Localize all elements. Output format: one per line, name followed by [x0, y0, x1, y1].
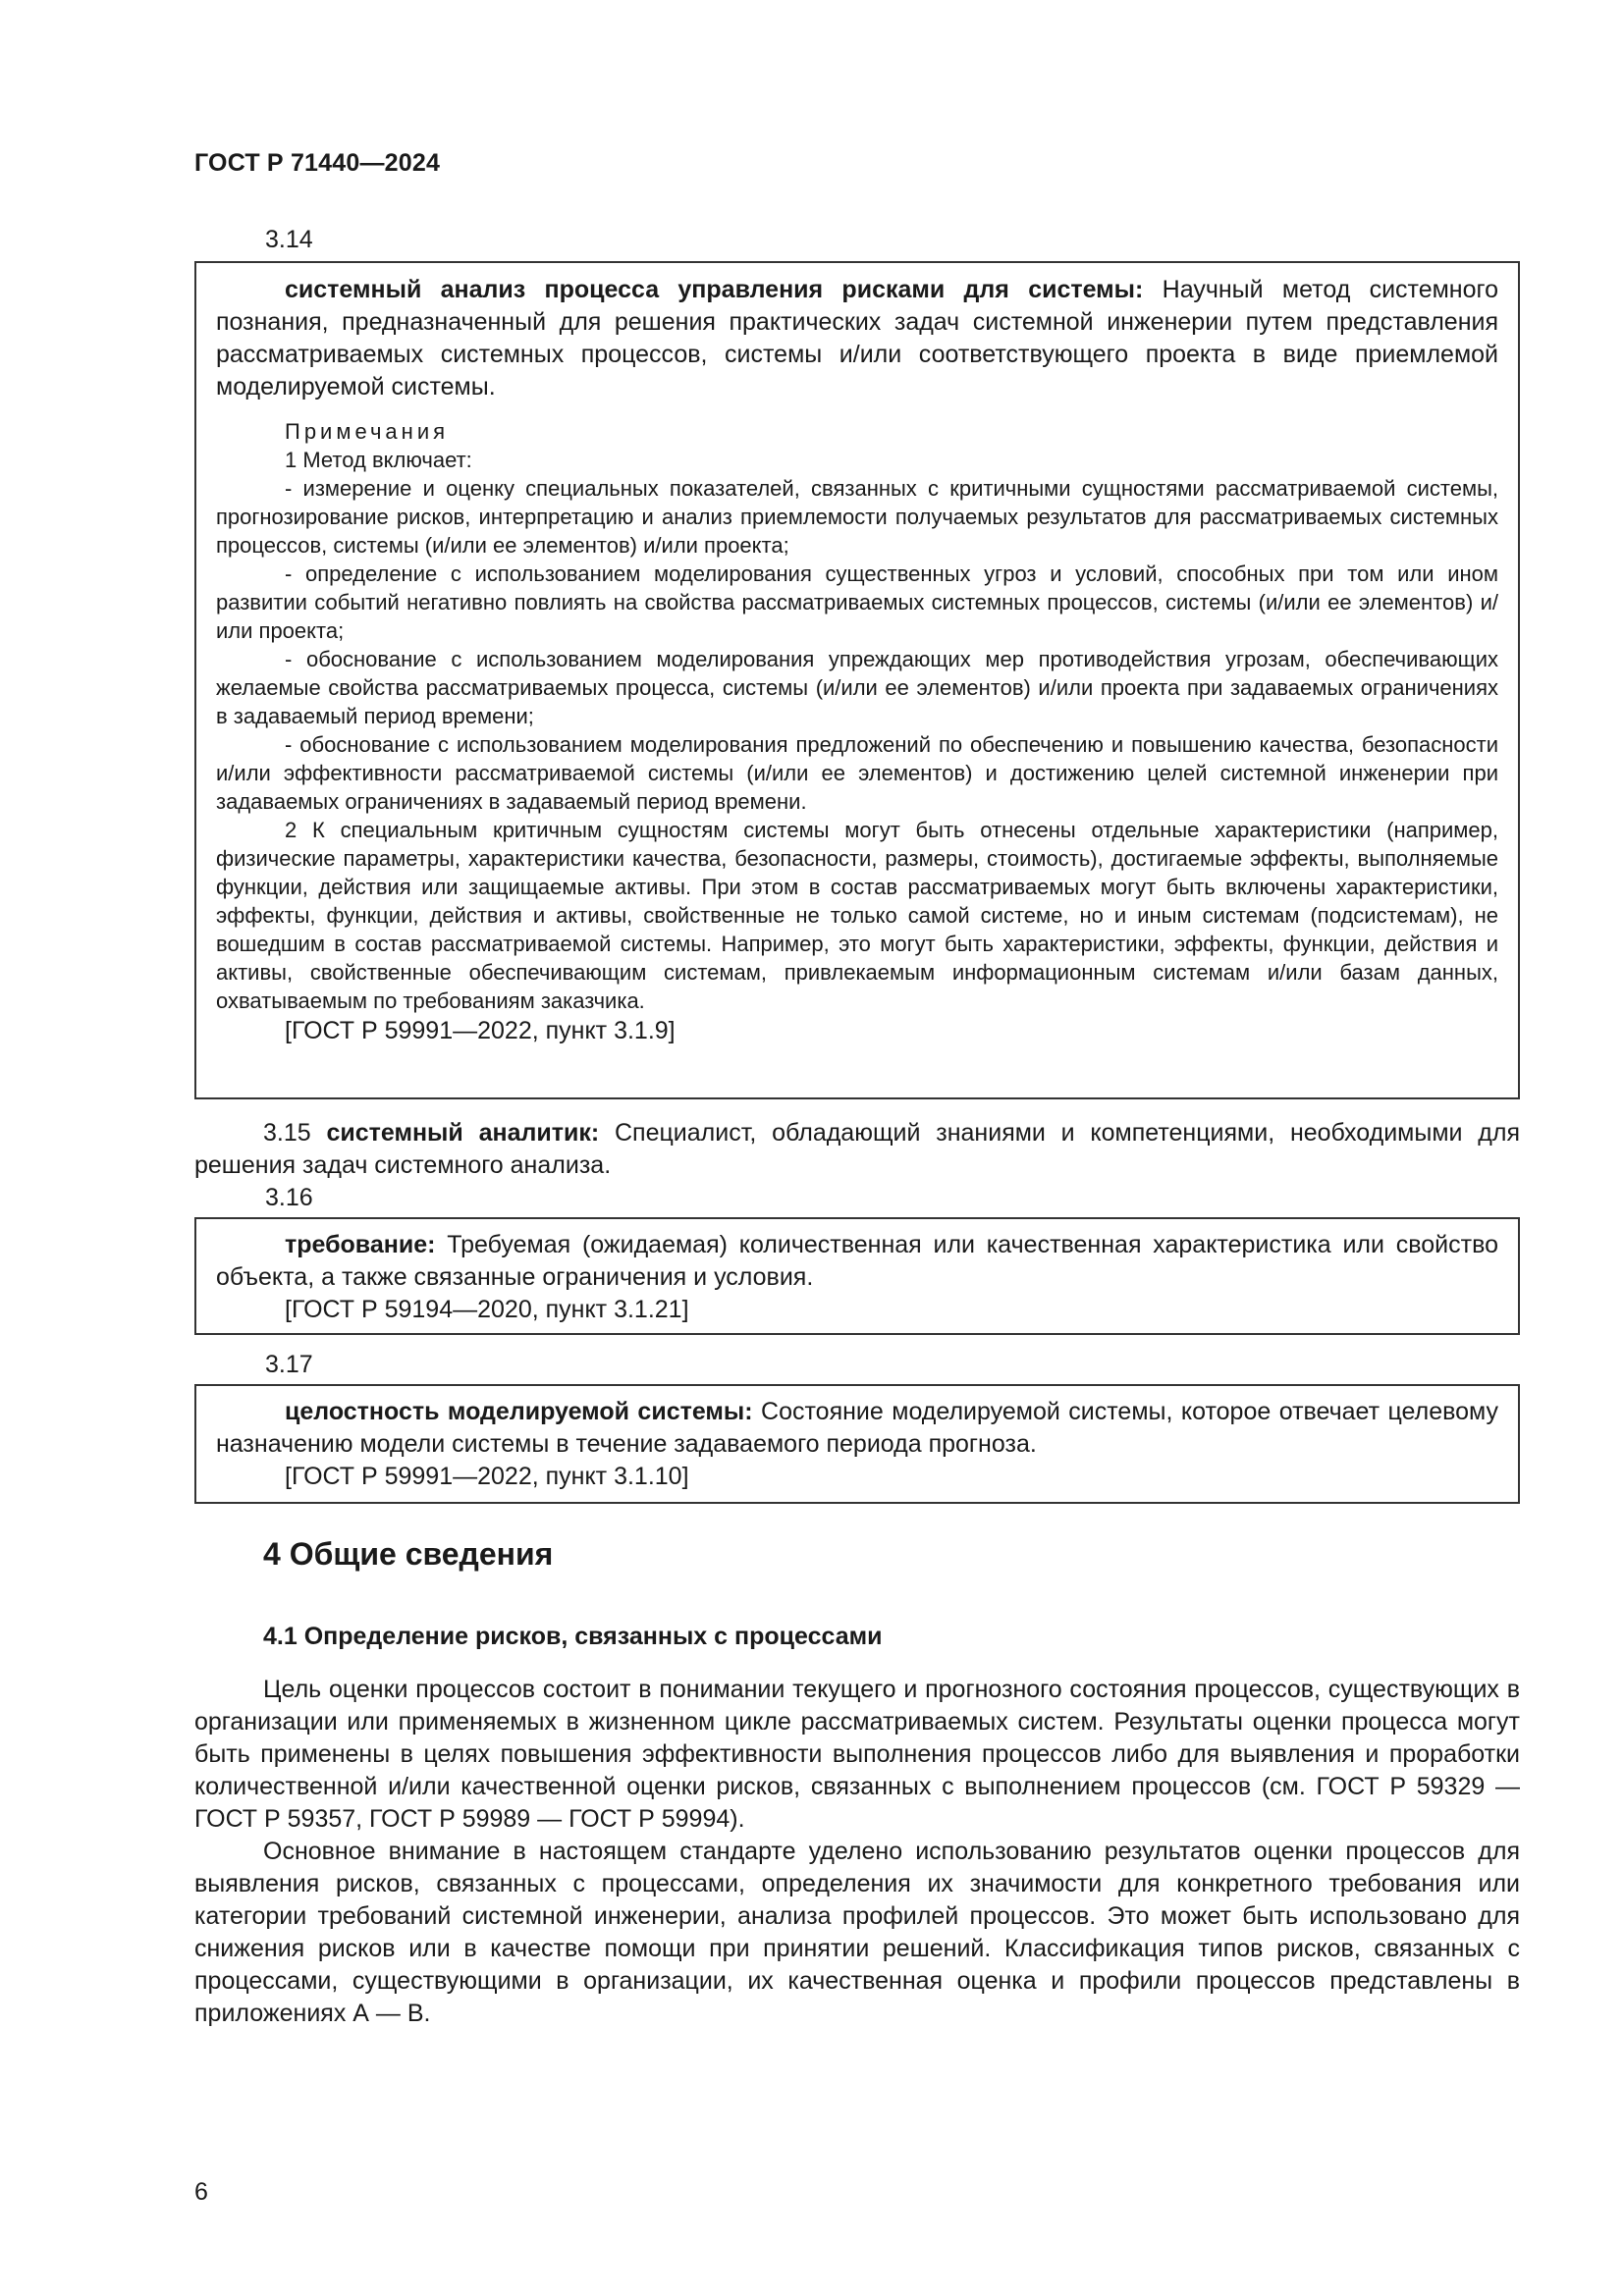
- subsection-heading: 4.1 Определение рисков, связанных с процессами: [263, 1623, 883, 1650]
- note-item: 1 Метод включает:: [285, 448, 472, 472]
- term-source: [ГОСТ Р 59991—2022, пункт 3.1.9]: [285, 1017, 676, 1044]
- term-name: целостность моделируемой системы:: [285, 1398, 753, 1425]
- term-source: [ГОСТ Р 59991—2022, пункт 3.1.10]: [285, 1463, 689, 1490]
- note-item: - определение с использованием моделирования существенных угроз и условий, способных при том или ином развитии событий негативно повлиять на свойства рассматриваемых системных процессов, системы (и/или ее элементов) и/или проекта;: [216, 561, 1498, 643]
- term-text: Требуемая (ожидаемая) количественная или качественная характеристика или свойство объекта, а также связанные ограничения и условия.: [216, 1231, 1498, 1291]
- page-number: 6: [194, 2178, 208, 2206]
- body-paragraph: Основное внимание в настоящем стандарте уделено использованию результатов оценки процессов для выявления рисков, связанных с процессами, определения их значимости для конкретного требования или категории требований системной инженерии, анализа профилей процессов. Это может быть использовано для снижения рисков или в качестве помощи при принятии решений. Классификация типов рисков, связанных с процессами, существующими в организации, их качественная оценка и профили процессов представлены в приложениях А — В.: [194, 1838, 1520, 2027]
- term-definition: [216, 1229, 1498, 1294]
- notes-heading: Примечания: [285, 419, 450, 444]
- term-definition: [216, 1396, 1498, 1461]
- term-number-3-14: 3.14: [265, 226, 313, 253]
- term-box-3-14: [194, 261, 1520, 1099]
- note-item: - обоснование с использованием моделирования предложений по обеспечению и повышению качества, безопасности и/или эффективности рассматриваемой системы (и/или ее элементов) и достижению целей системной инженерии при задаваемых ограничениях в задаваемый период времени.: [216, 732, 1498, 814]
- term-source: [ГОСТ Р 59194—2020, пункт 3.1.21]: [285, 1296, 689, 1323]
- term-name: системный анализ процесса управления рисками для системы:: [285, 276, 1144, 303]
- term-number-3-17: 3.17: [265, 1351, 313, 1378]
- term-name: системный аналитик:: [326, 1119, 600, 1147]
- term-definition: [216, 274, 1498, 403]
- note-item: - измерение и оценку специальных показателей, связанных с критичными сущностями рассматриваемой системы, прогнозирование рисков, интерпретацию и анализ приемлемости получаемых результатов для рассматриваемых системных процессов, системы (и/или ее элементов) и/или проекта;: [216, 476, 1498, 558]
- term-3-15: [194, 1117, 1520, 1182]
- document-id-header: ГОСТ Р 71440—2024: [194, 149, 441, 177]
- section-heading: 4 Общие сведения: [263, 1536, 554, 1572]
- term-box-3-17: [194, 1384, 1520, 1504]
- term-number-3-16: 3.16: [265, 1184, 313, 1211]
- term-text: Специалист, обладающий знаниями и компетенциями, необходимыми для решения задач системного анализа.: [194, 1119, 1520, 1179]
- term-number: 3.15: [263, 1119, 311, 1147]
- term-box-3-16: [194, 1217, 1520, 1335]
- section-body: [194, 1674, 1520, 2030]
- term-text: Состояние моделируемой системы, которое отвечает целевому назначению модели системы в течение задаваемого периода прогноза.: [216, 1398, 1498, 1458]
- term-definition: [194, 1117, 1520, 1182]
- note-item: 2 К специальным критичным сущностям системы могут быть отнесены отдельные характеристики (например, физические параметры, характеристики качества, безопасности, размеры, стоимость), достигаемые эффекты, выполняемые функции, действия или защищаемые активы. При этом в состав рассматриваемых могут быть включены характеристики, эффекты, функции, действия и активы, свойственные не только самой системе, но и иным системам (подсистемам), не вошедшим в состав рассматриваемой системы. Например, это могут быть характеристики, эффекты, функции, действия и активы, свойственные обеспечивающим системам, привлекаемым информационным системам и/или базам данных, охватываемым по требованиям заказчика.: [216, 818, 1498, 1013]
- body-paragraph: Цель оценки процессов состоит в понимании текущего и прогнозного состояния процессов, существующих в организации или применяемых в жизненном цикле рассматриваемых систем. Результаты оценки процесса могут быть применены в целях повышения эффективности выполнения процессов либо для выявления и проработки количественной и/или качественной оценки рисков, связанных с выполнением процессов (см. ГОСТ Р 59329 — ГОСТ Р 59357, ГОСТ Р 59989 — ГОСТ Р 59994).: [194, 1676, 1520, 1833]
- term-text: Научный метод системного познания, предназначенный для решения практических задач системной инженерии путем представления рассматриваемых системных процессов, системы и/или соответствующего проекта в виде приемлемой моделируемой системы.: [216, 276, 1498, 400]
- note-item: - обоснование с использованием моделирования упреждающих мер противодействия угрозам, обеспечивающих желаемые свойства рассматриваемых процесса, системы (и/или ее элементов) и/или проекта при задаваемых ограничениях в задаваемый период времени;: [216, 647, 1498, 728]
- term-name: требование:: [285, 1231, 436, 1258]
